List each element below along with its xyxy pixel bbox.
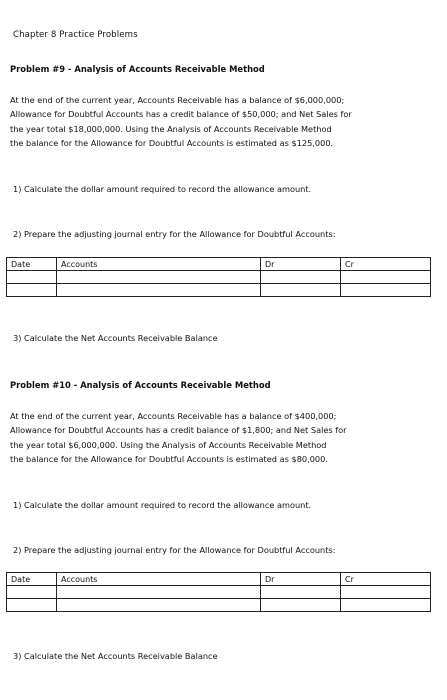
- journal-cell[interactable]: [341, 586, 431, 599]
- journal-cell[interactable]: [261, 586, 341, 599]
- problem-10-title: Problem #10 - Analysis of Accounts Receivable Method: [10, 380, 271, 390]
- journal-row: [7, 271, 431, 284]
- journal-cell[interactable]: [7, 271, 57, 284]
- journal-cell[interactable]: [7, 599, 57, 612]
- problem-10-line: the balance for the Allowance for Doubtful Accounts is estimated as $80,000.: [10, 454, 328, 465]
- header-accounts: Accounts: [57, 258, 261, 271]
- header-dr: Dr: [261, 573, 341, 586]
- journal-cell[interactable]: [261, 271, 341, 284]
- header-dr: Dr: [261, 258, 341, 271]
- problem-10-line: At the end of the current year, Accounts Receivable has a balance of $400,000;: [10, 411, 337, 421]
- problem-9-question-2: 2) Prepare the adjusting journal entry for the Allowance for Doubtful Accounts:: [13, 229, 336, 239]
- journal-cell[interactable]: [341, 271, 431, 284]
- problem-9-description: [10, 93, 440, 151]
- journal-cell[interactable]: [57, 599, 261, 612]
- header-cr: Cr: [341, 258, 431, 271]
- problem-9-question-3: 3) Calculate the Net Accounts Receivable Balance: [13, 333, 218, 343]
- journal-cell[interactable]: [7, 586, 57, 599]
- journal-cell[interactable]: [261, 599, 341, 612]
- header-date: Date: [7, 258, 57, 271]
- journal-row: [7, 599, 431, 612]
- problem-10-question-3: 3) Calculate the Net Accounts Receivable Balance: [13, 651, 218, 661]
- journal-header-row: [7, 258, 431, 271]
- journal-header-row: [7, 573, 431, 586]
- header-cr: Cr: [341, 573, 431, 586]
- journal-row: [7, 586, 431, 599]
- journal-cell[interactable]: [57, 271, 261, 284]
- journal-cell[interactable]: [341, 284, 431, 297]
- problem-10-question-2: 2) Prepare the adjusting journal entry for the Allowance for Doubtful Accounts:: [13, 545, 336, 555]
- problem-9-line: Allowance for Doubtful Accounts has a credit balance of $50,000; and Net Sales for: [10, 109, 352, 120]
- chapter-title: Chapter 8 Practice Problems: [13, 30, 138, 40]
- problem-9-line: At the end of the current year, Accounts Receivable has a balance of $6,000,000;: [10, 95, 345, 105]
- journal-cell[interactable]: [7, 284, 57, 297]
- journal-row: [7, 284, 431, 297]
- problem-9-question-1: 1) Calculate the dollar amount required to record the allowance amount.: [13, 184, 312, 194]
- journal-cell[interactable]: [261, 284, 341, 297]
- problem-10-line: the year total $6,000,000. Using the Analysis of Accounts Receivable Method: [10, 439, 327, 450]
- problem-9-line: the year total $18,000,000. Using the Analysis of Accounts Receivable Method: [10, 123, 332, 134]
- journal-cell[interactable]: [57, 284, 261, 297]
- problem-10-question-1: 1) Calculate the dollar amount required to record the allowance amount.: [13, 500, 312, 510]
- problem-10-journal-table: [6, 572, 431, 612]
- header-accounts: Accounts: [57, 573, 261, 586]
- journal-cell[interactable]: [341, 599, 431, 612]
- header-date: Date: [7, 573, 57, 586]
- journal-cell[interactable]: [57, 586, 261, 599]
- problem-10-description: [10, 409, 440, 467]
- problem-9-journal-table: [6, 257, 431, 297]
- problem-10-line: Allowance for Doubtful Accounts has a credit balance of $1,800; and Net Sales for: [10, 425, 347, 436]
- problem-9-title: Problem #9 - Analysis of Accounts Receivable Method: [10, 64, 265, 74]
- problem-9-line: the balance for the Allowance for Doubtful Accounts is estimated as $125,000.: [10, 138, 334, 149]
